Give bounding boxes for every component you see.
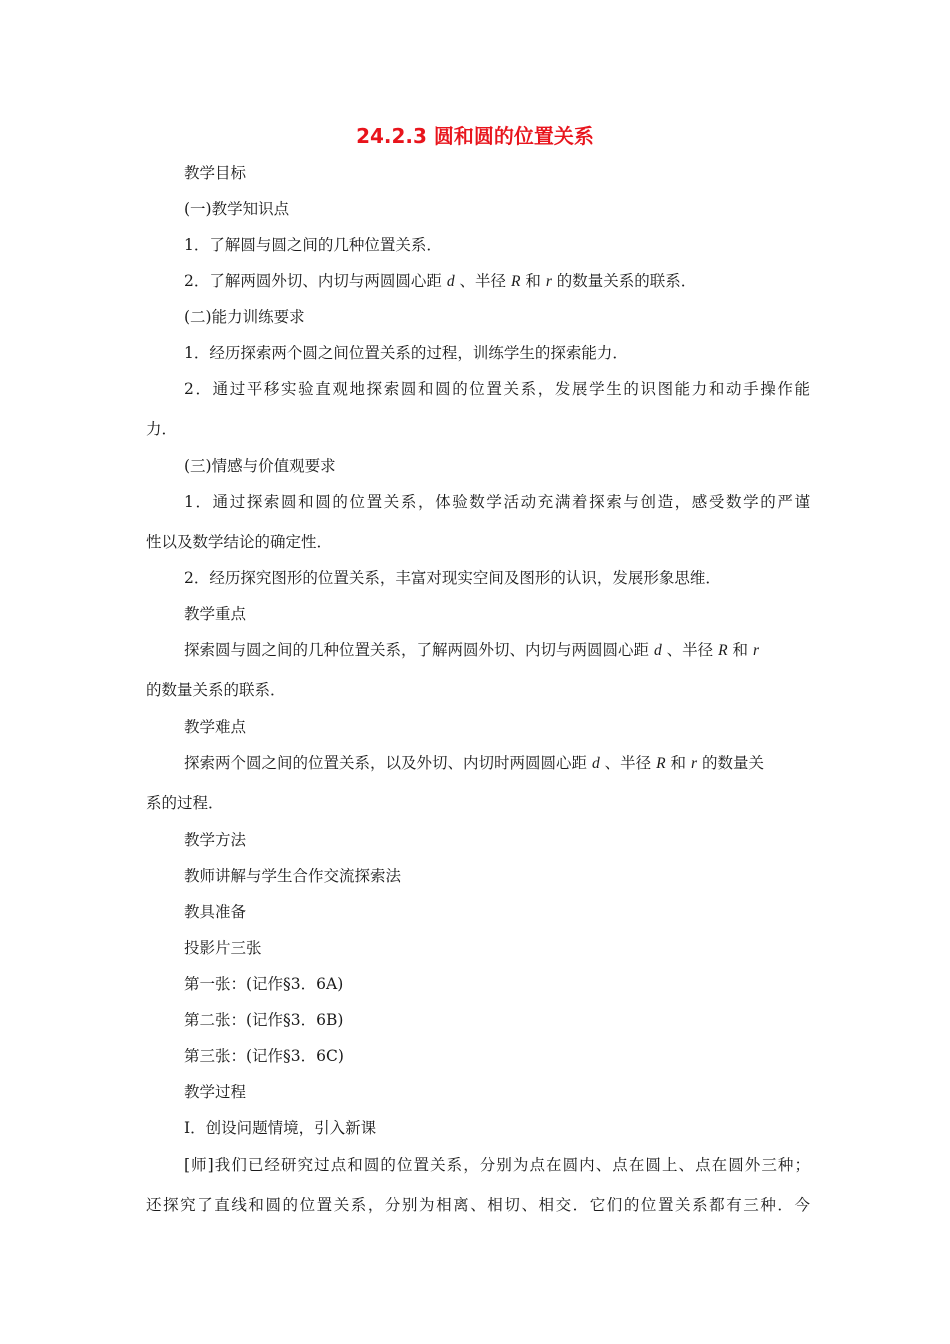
section-heading-teaching-goals: 教学目标 (184, 164, 247, 182)
paragraph-line (184, 752, 810, 775)
paragraph-line: 2．经历探究图形的位置关系，丰富对现实空间及图形的认识，发展形象思维． (184, 569, 721, 587)
text-run: 2．了解两圆外切、内切与两圆圆心距 (184, 272, 442, 290)
paragraph-line: 还探究了直线和圆的位置关系，分别为相离、相切、相交．它们的位置关系都有三种．今 (146, 1196, 810, 1214)
text-run: 探索圆与圆之间的几种位置关系，了解两圆外切、内切与两圆圆心距 (184, 641, 650, 659)
variable-R: R (656, 755, 666, 772)
paragraph-line: 力． (146, 420, 178, 438)
variable-d: d (591, 755, 600, 772)
subheading-step-one: Ⅰ．创设问题情境，引入新课 (184, 1119, 377, 1137)
paragraph-line: 的数量关系的联系． (146, 681, 286, 699)
section-heading-teaching-process: 教学过程 (184, 1083, 247, 1101)
paragraph-line: 1．了解圆与圆之间的几种位置关系． (184, 236, 442, 254)
paragraph-line: 投影片三张 (184, 939, 262, 957)
variable-R: R (510, 273, 521, 290)
subheading-emotion-values: (三)情感与价值观要求 (184, 457, 336, 475)
list-item: 第三张：(记作§3．6C) (184, 1047, 344, 1065)
subheading-knowledge-points: (一)教学知识点 (184, 200, 290, 218)
text-run: 的数量关系的联系． (556, 272, 697, 290)
text-run: 、半径 (604, 754, 652, 772)
paragraph-line: 1．通过探索圆和圆的位置关系，体验数学活动充满着探索与创造，感受数学的严谨 (184, 493, 810, 511)
variable-r: r (545, 273, 552, 290)
section-heading-teaching-method: 教学方法 (184, 831, 247, 849)
text-run: 和 (732, 641, 749, 659)
document-title: 24.2.3 圆和圆的位置关系 (356, 124, 594, 148)
paragraph-line (184, 270, 810, 293)
variable-R: R (718, 642, 728, 659)
text-run: 和 (670, 754, 687, 772)
text-run: 的数量关 (701, 754, 764, 772)
paragraph-line: [师]我们已经研究过点和圆的位置关系，分别为点在圆内、点在圆上、点在圆外三种； (184, 1156, 810, 1174)
section-heading-teaching-aids: 教具准备 (184, 903, 247, 921)
paragraph-line: 性以及数学结论的确定性． (146, 533, 333, 551)
variable-d: d (446, 273, 455, 290)
list-item: 第一张：(记作§3．6A) (184, 975, 344, 993)
text-run: 探索两个圆之间的位置关系，以及外切、内切时两圆圆心距 (184, 754, 588, 772)
text-run: 、半径 (666, 641, 714, 659)
variable-d: d (653, 642, 662, 659)
paragraph-line: 教师讲解与学生合作交流探索法 (184, 867, 402, 885)
section-heading-key-points: 教学重点 (184, 605, 247, 623)
variable-r: r (752, 642, 759, 659)
variable-r: r (690, 755, 697, 772)
section-heading-difficulties: 教学难点 (184, 718, 247, 736)
subheading-ability-training: (二)能力训练要求 (184, 308, 305, 326)
paragraph-line: 系的过程． (146, 794, 224, 812)
text-run: 、半径 (459, 272, 507, 290)
paragraph-line: 1．经历探索两个圆之间位置关系的过程，训练学生的探索能力． (184, 344, 628, 362)
paragraph-line (184, 639, 810, 662)
paragraph-line: 2．通过平移实验直观地探索圆和圆的位置关系，发展学生的识图能力和动手操作能 (184, 380, 810, 398)
list-item: 第二张：(记作§3．6B) (184, 1011, 344, 1029)
text-run: 和 (525, 272, 541, 290)
